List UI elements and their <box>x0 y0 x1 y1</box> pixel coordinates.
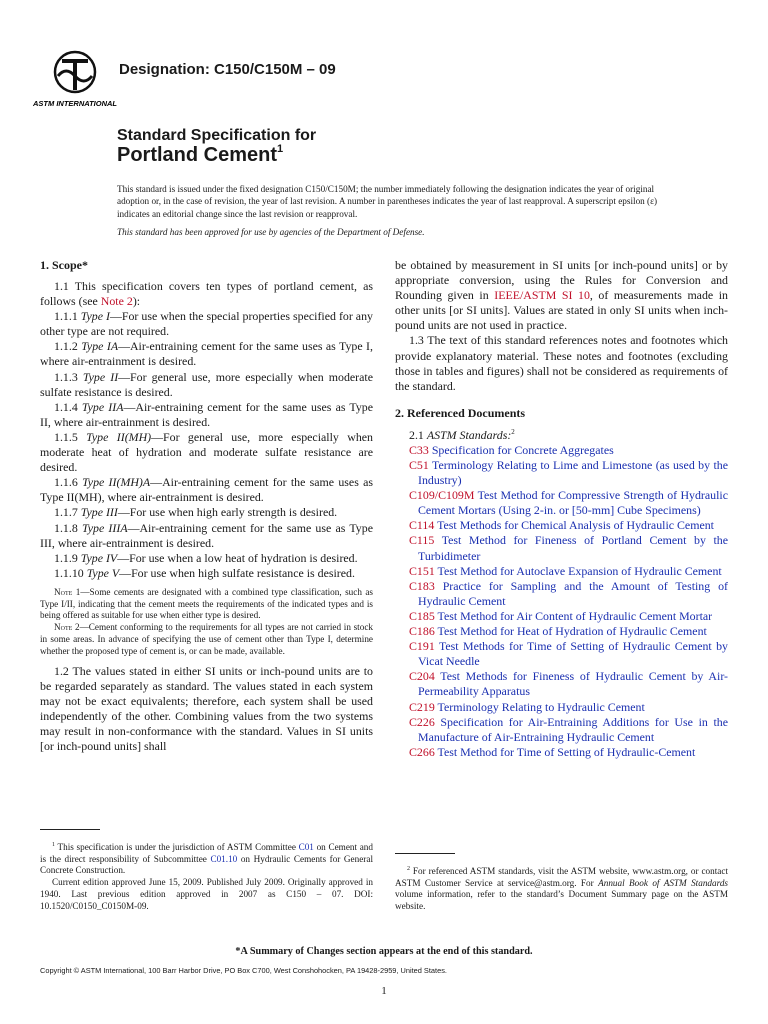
cement-type-item <box>40 475 373 505</box>
reference-item <box>395 669 728 699</box>
scope-1-1 <box>40 279 373 309</box>
cement-type-number: 1.1.6 <box>54 475 83 490</box>
reference-item <box>395 715 728 745</box>
si10-link[interactable]: IEEE/ASTM SI 10 <box>494 288 590 303</box>
cement-type-name: Type I <box>80 309 110 324</box>
cement-type-number: 1.1.4 <box>54 399 82 414</box>
title-footnote-mark[interactable]: 1 <box>277 143 284 155</box>
scope-1-1-text: 1.1 This specification covers ten types of portland cement, as follows (see <box>40 279 373 309</box>
footnote-rule-left <box>40 829 100 830</box>
footnote-2-mark: 2 <box>407 866 410 872</box>
astm-standards-num: 2.1 <box>409 427 427 442</box>
reference-code-link[interactable]: C115 <box>409 533 435 548</box>
note-2 <box>40 622 373 657</box>
left-column <box>40 258 373 754</box>
astm-standards-label <box>395 425 728 443</box>
cement-type-name: Type II(MH)A <box>82 475 151 490</box>
scope-1-3: 1.3 The text of this standard references notes and footnotes which provide explanatory material. These notes and footnotes (excluding those in tables and figures) shall not be considered as requirements of the standard. <box>395 333 728 393</box>
copyright-line: Copyright © ASTM International, 100 Barr Harbor Drive, PO Box C700, West Conshohocken, PA 19428-2959, United States. <box>40 966 447 975</box>
reference-item <box>395 488 728 518</box>
title-line2 <box>117 143 283 167</box>
reference-title-link[interactable]: Test Method for Time of Setting of Hydraulic-Cement <box>437 744 696 759</box>
reference-item <box>395 533 728 563</box>
reference-code-link[interactable]: C183 <box>409 578 435 593</box>
reference-code-link[interactable]: C51 <box>409 458 429 472</box>
cement-type-description: —Air-entraining cement for the same use as Type III, where air-entrainment is desired. <box>40 520 373 550</box>
reference-code-link[interactable]: C226 <box>409 714 435 729</box>
cement-type-description: —For general use, more especially when moderate heat of hydration and moderate sulfate resistance are desired. <box>40 429 373 475</box>
footnote-1-text-b: on Cement and is the direct responsibility of Subcommittee <box>40 842 373 864</box>
footnote-2-text-a: For referenced ASTM standards, visit the ASTM website, www.astm.org, or contact ASTM Customer Service at service@astm.org. For <box>395 866 728 888</box>
cement-type-name: Type IA <box>81 339 119 354</box>
reference-item <box>395 564 728 579</box>
cement-type-number: 1.1.8 <box>54 520 82 535</box>
note-2-label: Note 2 <box>54 622 80 633</box>
reference-item <box>395 518 728 533</box>
reference-item <box>395 579 728 609</box>
cement-type-description: —For use when the special properties specified for any other type are not required. <box>40 309 373 339</box>
reference-code-link[interactable]: C266 <box>409 744 435 759</box>
cement-type-item <box>40 400 373 430</box>
title-text: Portland Cement <box>117 144 278 166</box>
right-column <box>395 258 728 760</box>
footnote-2-text-b: volume information, refer to the standard’s Document Summary page on the ASTM website. <box>395 889 728 912</box>
summary-of-changes-note: *A Summary of Changes section appears at the end of this standard. <box>235 946 533 957</box>
cement-type-item <box>40 521 373 551</box>
scope-1-2: 1.2 The values stated in either SI units or inch-pound units are to be regarded separately as standard. The values stated in each system may not be exact equivalents; therefore, each system shall be used independently of the other. Combining values from the two systems may result in non-conformance with the standard. Values in SI units [or inch-pound units] shall <box>40 663 373 754</box>
note-1 <box>40 587 373 622</box>
reference-title-link[interactable]: Test Method for Compressive Strength of Hydraulic Cement Mortars (Using 2-in. or [50-mm] Cube Specimens) <box>418 488 728 518</box>
cement-type-name: Type IV <box>80 550 118 565</box>
cement-type-number: 1.1.1 <box>54 309 81 324</box>
scope-1-1-end: ): <box>132 294 141 309</box>
reference-title-link[interactable]: Specification for Air-Entraining Additions for Use in the Manufacture of Air-Entraining Hydraulic Cement <box>418 714 728 744</box>
reference-title-link[interactable]: Test Methods for Time of Setting of Hydraulic Cement by Vicat Needle <box>418 639 728 669</box>
footnote-1-mark: 1 <box>52 842 55 848</box>
cement-type-number: 1.1.9 <box>54 550 81 565</box>
cement-type-number: 1.1.5 <box>54 429 87 444</box>
reference-code-link[interactable]: C114 <box>409 518 435 533</box>
reference-code-link[interactable]: C151 <box>409 563 435 578</box>
scope-1-2-cont-text: be obtained by measurement in SI units [or inch-pound units] or by appropriate conversion, using the Rules for Conversion and Rounding given in <box>395 258 728 303</box>
subcommittee-c01-10-link[interactable]: C01.10 <box>210 853 238 864</box>
cement-type-description: —Air-entraining cement for the same uses as Type II(MH), where air-entrainment is desired. <box>40 475 373 505</box>
reference-item <box>395 443 728 458</box>
cement-type-description: —Air-entraining cement for the same uses as Type I, where air-entrainment is desired. <box>40 339 373 369</box>
reference-item <box>395 624 728 639</box>
reference-code-link[interactable]: C33 <box>409 442 429 457</box>
cement-type-item <box>40 309 373 339</box>
cement-type-item <box>40 505 373 520</box>
reference-title-link[interactable]: Specification for Concrete Aggregates <box>431 442 614 457</box>
footnote-2 <box>395 864 728 913</box>
scope-heading: 1. Scope* <box>40 258 88 272</box>
note-1-label: Note 1 <box>54 586 81 597</box>
intro-paragraph: This standard is issued under the fixed designation C150/C150M; the number immediately following the designation indicates the year of original adoption or, in the case of revision, the year of last revision. A number in parentheses indicates the year of last reapproval. A superscript epsilon (ε) indicates an editorial change since the last revision or reapproval. <box>117 184 658 219</box>
reference-code-link[interactable]: C204 <box>409 669 435 684</box>
title-line1: Standard Specification for <box>117 127 317 144</box>
reference-code-link[interactable]: C109/C109M <box>409 488 475 503</box>
cement-type-item <box>40 430 373 475</box>
reference-code-link[interactable]: C186 <box>409 624 435 639</box>
footnote-1-edition: Current edition approved June 15, 2009. Published July 2009. Originally approved in 1940. Last previous edition approved in 2007 as C150 – 07. DOI: 10.1520/C0150_C0150M-09. <box>40 877 373 911</box>
cement-type-item <box>40 370 373 400</box>
cement-types-list <box>40 309 373 581</box>
reference-item <box>395 609 728 624</box>
cement-type-item <box>40 339 373 369</box>
reference-title-link[interactable]: Test Methods for Chemical Analysis of Hydraulic Cement <box>437 518 714 533</box>
note-2-text: —Cement conforming to the requirements for all types are not carried in stock in some areas. In advance of specifying the use of cement other than Type I, determine whether the proposed type of cement is, or can be made, available. <box>40 622 373 656</box>
cement-type-number: 1.1.3 <box>54 369 83 384</box>
reference-code-link[interactable]: C185 <box>409 608 435 623</box>
cement-type-number: 1.1.2 <box>54 339 82 354</box>
reference-code-link[interactable]: C219 <box>409 699 435 714</box>
reference-item <box>395 458 728 488</box>
footnote-1 <box>40 840 373 912</box>
reference-item <box>395 700 728 715</box>
designation: Designation: C150/C150M – 09 <box>119 61 336 78</box>
cement-type-name: Type III <box>80 505 118 520</box>
reference-list <box>395 443 728 760</box>
cement-type-name: Type II <box>82 369 119 384</box>
reference-title-link[interactable]: Test Method for Air Content of Hydraulic Cement Mortar <box>437 608 713 623</box>
referenced-documents-heading: 2. Referenced Documents <box>395 405 526 420</box>
cement-type-description: —Air-entraining cement for the same uses as Type II, where air-entrainment is desired. <box>40 399 373 429</box>
cement-type-item <box>40 551 373 566</box>
cement-type-description: —For use when high sulfate resistance is desired. <box>119 565 355 580</box>
reference-item <box>395 639 728 669</box>
note-2-link[interactable]: Note 2 <box>100 294 133 309</box>
cement-type-name: Type V <box>86 565 120 580</box>
note-1-text: —Some cements are designated with a combined type classification, such as Type I/II, indicating that the cement meets the requirements of the indicated types and is being offered as suitable for use when either type is desired. <box>40 586 373 621</box>
logo-text: ASTM INTERNATIONAL <box>32 99 118 108</box>
astm-logo <box>32 46 118 110</box>
reference-title-link[interactable]: Test Method for Heat of Hydration of Hydraulic Cement <box>437 624 707 639</box>
reference-title-link[interactable]: Terminology Relating to Lime and Limestone (as used by the Industry) <box>418 458 729 488</box>
reference-item <box>395 745 728 760</box>
committee-c01-link[interactable]: C01 <box>298 842 314 853</box>
footnote-1-text-a: This specification is under the jurisdiction of ASTM Committee <box>55 842 299 853</box>
cement-type-name: Type IIIA <box>82 520 128 535</box>
cement-type-item <box>40 566 373 581</box>
reference-title-link[interactable]: Test Methods for Fineness of Hydraulic Cement by Air-Permeability Apparatus <box>418 669 729 699</box>
page-number: 1 <box>381 985 387 997</box>
reference-title-link[interactable]: Test Method for Autoclave Expansion of Hydraulic Cement <box>437 563 722 578</box>
footnote-1-text-c: on Hydraulic Cements for General Concrete Construction. <box>40 853 373 876</box>
scope-1-2-continued <box>395 258 728 333</box>
footnote-rule-right <box>395 853 455 854</box>
astm-standards-text: ASTM Standards: <box>426 427 512 442</box>
cement-type-number: 1.1.10 <box>54 565 87 580</box>
reference-title-link[interactable]: Practice for Sampling and the Amount of Testing of Hydraulic Cement <box>418 578 728 608</box>
scope-1-2-cont-end: , of measurements made in other units [or SI units]. Values are stated in only SI units when inch-pound units are not used in practice. <box>395 288 728 333</box>
footnote-2-italic: Annual Book of ASTM Standards <box>598 877 728 888</box>
cement-type-description: —For use when high early strength is desired. <box>117 505 338 520</box>
cement-type-number: 1.1.7 <box>54 505 81 520</box>
reference-title-link[interactable]: Test Method for Fineness of Portland Cement by the Turbidimeter <box>418 533 728 563</box>
cement-type-description: —For use when a low heat of hydration is desired. <box>117 550 358 565</box>
approval-note: This standard has been approved for use by agencies of the Department of Defense. <box>117 227 425 237</box>
cement-type-description: —For general use, more especially when moderate sulfate resistance is desired. <box>40 369 373 399</box>
cement-type-name: Type II(MH) <box>86 429 152 444</box>
reference-code-link[interactable]: C191 <box>409 639 435 654</box>
cement-type-name: Type IIA <box>81 399 124 414</box>
astm-standards-footnote-mark[interactable]: 2 <box>511 427 515 436</box>
reference-title-link[interactable]: Terminology Relating to Hydraulic Cement <box>437 699 645 714</box>
